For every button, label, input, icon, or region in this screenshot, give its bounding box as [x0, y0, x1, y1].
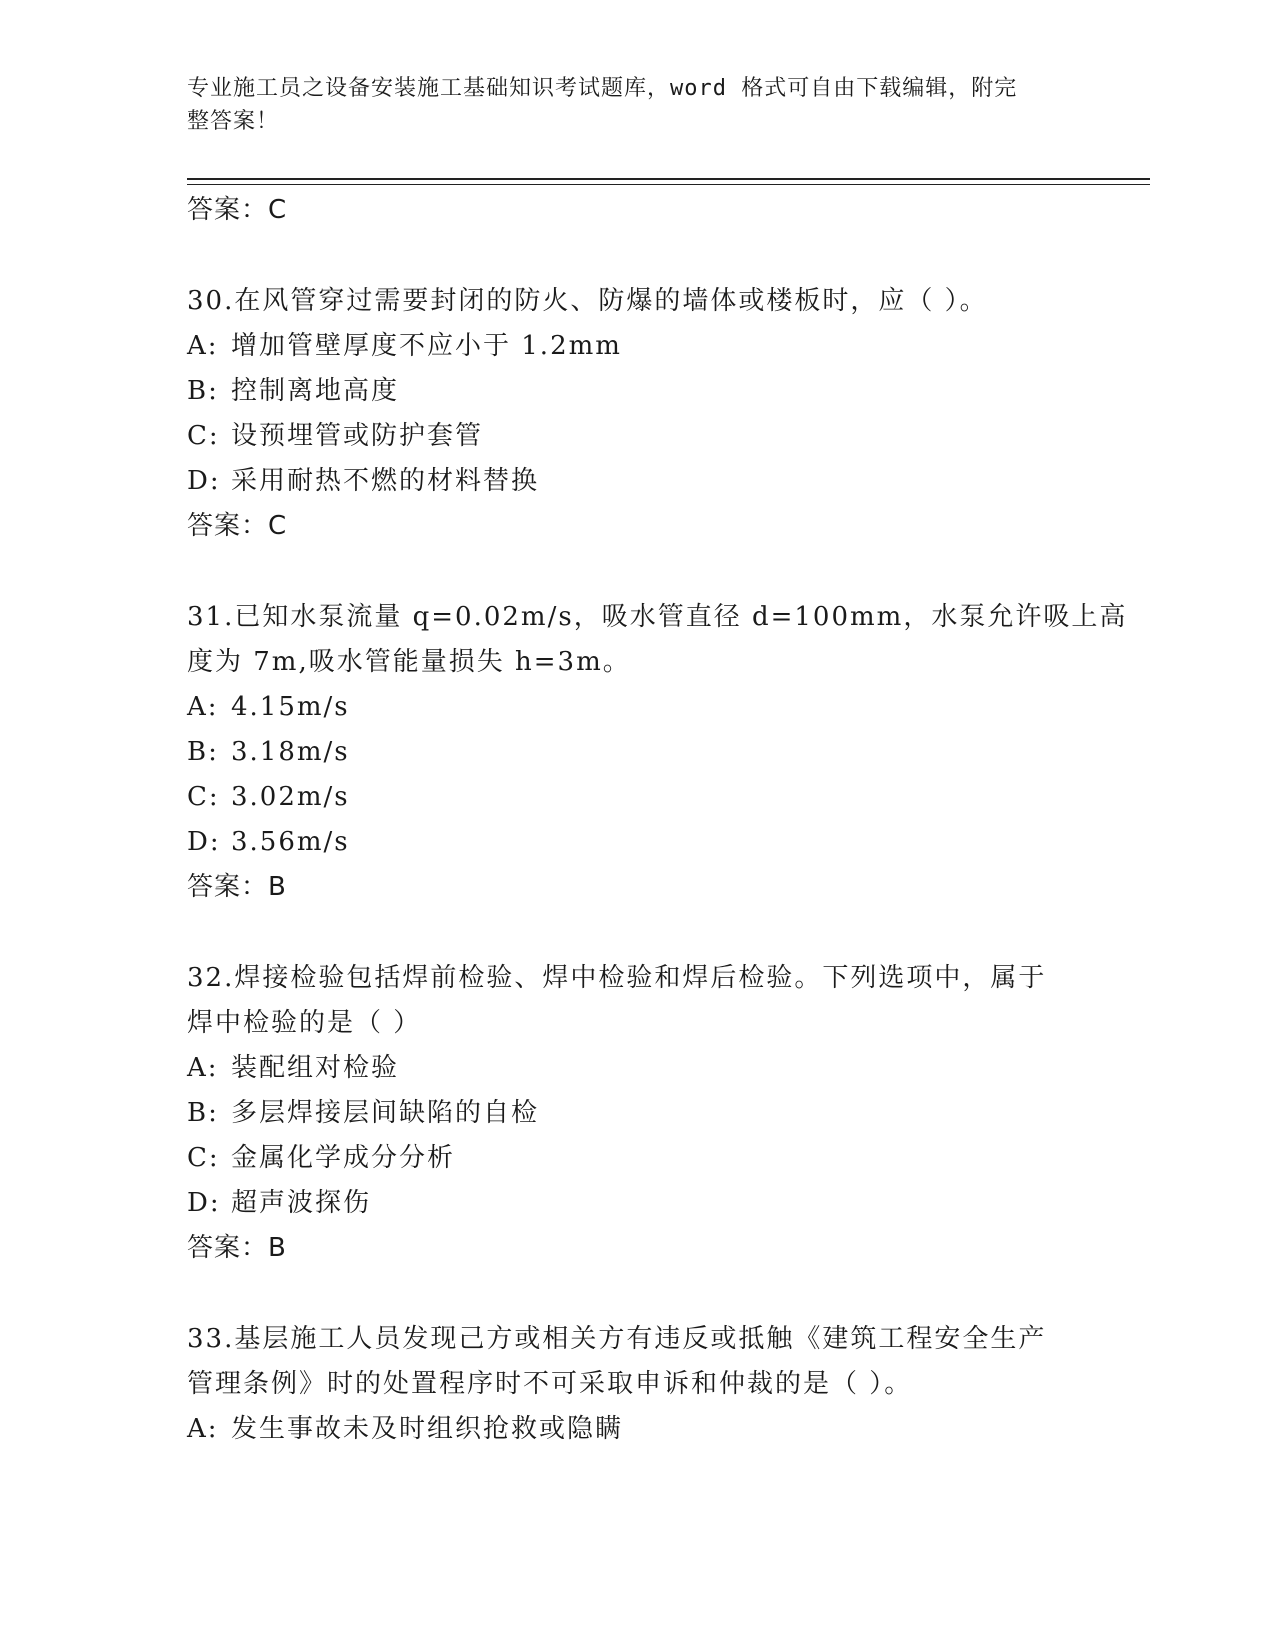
document-header [187, 72, 1077, 138]
option-text: 增加管壁厚度不应小于 1.2mm [231, 331, 622, 361]
option-text: 多层焊接层间缺陷的自检 [231, 1098, 540, 1128]
option-key: A: [187, 692, 219, 722]
option-text: 3.56m/s [231, 827, 350, 857]
option-b [187, 730, 1087, 775]
answer-line: 答案：B [187, 1233, 287, 1263]
option-a [187, 1407, 1087, 1452]
question-item-32 [187, 956, 1087, 1271]
option-key: C: [187, 1143, 220, 1173]
option-text: 超声波探伤 [231, 1188, 372, 1218]
option-key: B: [187, 737, 219, 767]
question-text-continued: 焊中检验的是（ ） [187, 1008, 422, 1038]
option-text: 3.02m/s [231, 782, 350, 812]
option-key: B: [187, 1098, 219, 1128]
option-b [187, 369, 1087, 414]
option-d [187, 459, 1087, 504]
option-key: C: [187, 782, 220, 812]
answer-line: 答案：C [187, 195, 288, 225]
option-c [187, 1136, 1087, 1181]
option-key: A: [187, 331, 219, 361]
option-text: 发生事故未及时组织抢救或隐瞒 [231, 1414, 624, 1444]
option-key: D: [187, 1188, 221, 1218]
option-b [187, 1091, 1087, 1136]
option-text: 采用耐热不燃的材料替换 [231, 466, 540, 496]
option-text: 设预埋管或防护套管 [231, 421, 484, 451]
option-key: A: [187, 1414, 219, 1444]
answer-line: 答案：B [187, 872, 287, 902]
question-item-30 [187, 279, 1087, 549]
option-key: D: [187, 466, 221, 496]
option-d [187, 1181, 1087, 1226]
header-line-1: 专业施工员之设备安装施工基础知识考试题库，word 格式可自由下载编辑，附完 [187, 76, 1018, 101]
option-text: 控制离地高度 [231, 376, 400, 406]
option-a [187, 1046, 1087, 1091]
option-c [187, 775, 1087, 820]
option-a [187, 324, 1087, 369]
option-text: 3.18m/s [231, 737, 350, 767]
question-text-continued: 管理条例》时的处置程序时不可采取申诉和仲裁的是（ ）。 [187, 1369, 913, 1399]
question-text: 33.基层施工人员发现己方或相关方有违反或抵触《建筑工程安全生产 [187, 1324, 1047, 1354]
answer-line: 答案：C [187, 511, 288, 541]
option-a [187, 685, 1087, 730]
question-item-33 [187, 1317, 1087, 1452]
question-list [187, 188, 1128, 1452]
option-d [187, 820, 1087, 865]
option-key: A: [187, 1053, 219, 1083]
question-item-31 [187, 595, 1128, 910]
option-text: 4.15m/s [231, 692, 350, 722]
question-text-continued: 度为 7m,吸水管能量损失 h=3m。 [187, 647, 631, 677]
question-text: 30.在风管穿过需要封闭的防火、防爆的墙体或楼板时，应（ ）。 [187, 286, 988, 316]
option-c [187, 414, 1087, 459]
option-key: B: [187, 376, 219, 406]
question-text: 31.已知水泵流量 q=0.02m/s，吸水管直径 d=100mm，水泵允许吸上高 [187, 602, 1128, 632]
question-text: 32.焊接检验包括焊前检验、焊中检验和焊后检验。下列选项中，属于 [187, 963, 1047, 993]
option-text: 金属化学成分分析 [231, 1143, 456, 1173]
header-divider-thin [187, 184, 1150, 185]
header-divider-thick [187, 178, 1150, 180]
option-text: 装配组对检验 [231, 1053, 400, 1083]
header-line-2: 整答案！ [187, 109, 280, 134]
option-key: D: [187, 827, 221, 857]
option-key: C: [187, 421, 220, 451]
